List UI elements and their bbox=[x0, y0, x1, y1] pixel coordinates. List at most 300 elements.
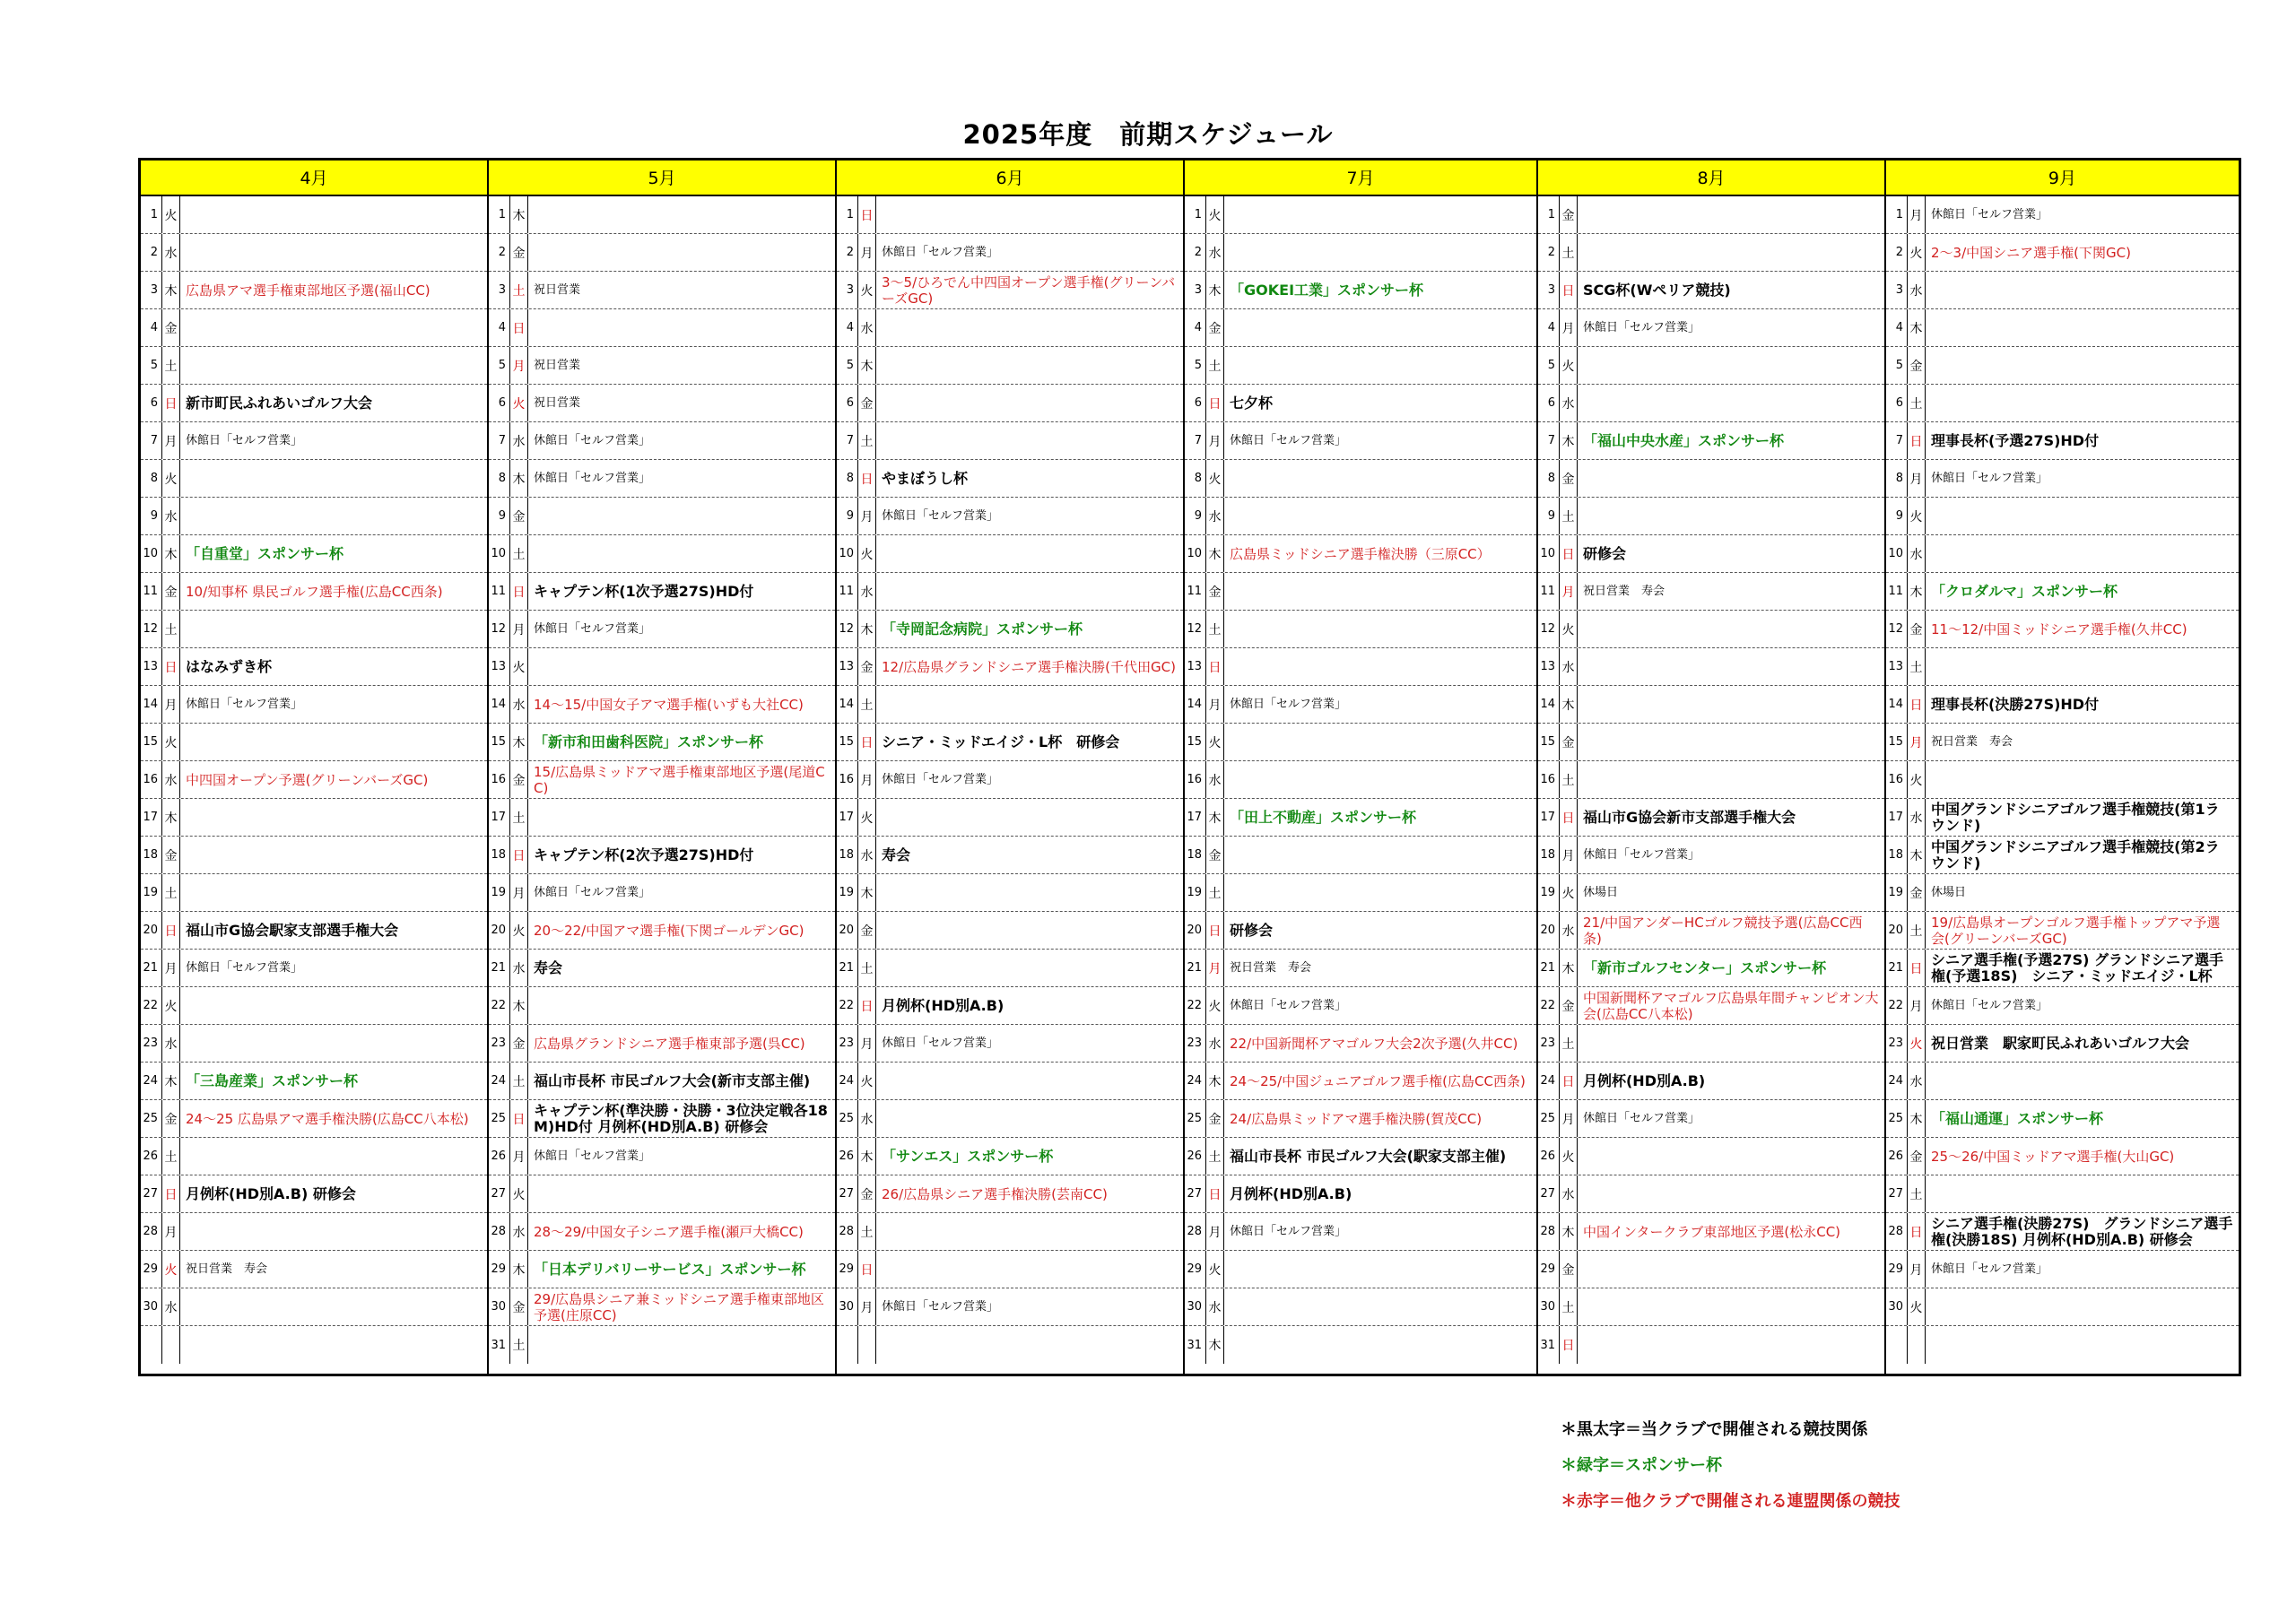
event-cell bbox=[1926, 1138, 2239, 1175]
event-text: シニア・ミッドエイジ・L杯 研修会 bbox=[882, 733, 1120, 750]
event-cell bbox=[528, 196, 835, 233]
day-number: 18 bbox=[1538, 837, 1560, 873]
weekday: 金 bbox=[858, 1175, 876, 1212]
weekday: 水 bbox=[858, 309, 876, 346]
day-row bbox=[1185, 912, 1536, 950]
day-row bbox=[489, 422, 835, 460]
day-number: 15 bbox=[141, 724, 162, 760]
event-cell bbox=[1578, 686, 1884, 723]
weekday: 木 bbox=[1908, 1100, 1926, 1137]
day-number: 5 bbox=[141, 347, 162, 384]
day-number: 1 bbox=[141, 196, 162, 233]
day-number: 1 bbox=[1538, 196, 1560, 233]
event-cell bbox=[528, 460, 835, 497]
event-cell bbox=[1578, 1251, 1884, 1288]
event-cell bbox=[180, 1100, 487, 1137]
weekday: 火 bbox=[1560, 611, 1578, 647]
event-cell bbox=[1578, 573, 1884, 610]
event-cell bbox=[1578, 987, 1884, 1024]
day-row bbox=[1886, 385, 2239, 422]
event-text: 広島県ミッドシニア選手権決勝（三原CC） bbox=[1230, 545, 1491, 562]
weekday: 日 bbox=[1206, 912, 1224, 949]
weekday: 日 bbox=[858, 724, 876, 760]
day-number: 21 bbox=[1538, 950, 1560, 986]
legend bbox=[1561, 1412, 1900, 1520]
event-cell bbox=[180, 385, 487, 421]
day-number: 5 bbox=[1538, 347, 1560, 384]
event-cell bbox=[1578, 498, 1884, 534]
weekday: 水 bbox=[1560, 912, 1578, 949]
day-number: 11 bbox=[141, 573, 162, 610]
day-row bbox=[1185, 309, 1536, 347]
day-row bbox=[1886, 987, 2239, 1025]
event-cell bbox=[876, 799, 1183, 836]
event-cell bbox=[528, 1326, 835, 1364]
weekday: 火 bbox=[510, 1175, 528, 1212]
day-number: 14 bbox=[837, 686, 858, 723]
day-number: 10 bbox=[1886, 535, 1908, 572]
event-cell bbox=[528, 1138, 835, 1175]
day-row bbox=[1538, 1251, 1884, 1288]
day-number: 30 bbox=[1538, 1288, 1560, 1325]
event-text: 休館日「セルフ営業」 bbox=[1582, 847, 1700, 862]
event-cell bbox=[1578, 648, 1884, 685]
weekday: 金 bbox=[510, 234, 528, 271]
event-cell bbox=[528, 1251, 835, 1288]
day-number: 17 bbox=[1185, 799, 1206, 836]
event-cell bbox=[1926, 987, 2239, 1024]
weekday: 月 bbox=[1908, 196, 1926, 233]
weekday: 土 bbox=[1206, 347, 1224, 384]
day-number: 27 bbox=[489, 1175, 510, 1212]
weekday: 金 bbox=[1560, 724, 1578, 760]
day-number: 30 bbox=[1886, 1288, 1908, 1325]
day-row bbox=[837, 648, 1183, 686]
day-row bbox=[489, 272, 835, 309]
weekday: 月 bbox=[1908, 987, 1926, 1024]
day-number: 28 bbox=[489, 1213, 510, 1250]
weekday: 火 bbox=[162, 196, 180, 233]
day-number: 11 bbox=[1538, 573, 1560, 610]
event-text: 「三島産業」スポンサー杯 bbox=[186, 1071, 359, 1089]
day-row bbox=[837, 347, 1183, 385]
day-number: 30 bbox=[141, 1288, 162, 1325]
event-text: 休館日「セルフ営業」 bbox=[186, 960, 303, 975]
event-text: 休館日「セルフ営業」 bbox=[1230, 998, 1347, 1012]
event-cell bbox=[528, 611, 835, 647]
day-number: 28 bbox=[1185, 1213, 1206, 1250]
day-number: 8 bbox=[489, 460, 510, 497]
weekday: 木 bbox=[162, 272, 180, 308]
weekday: 月 bbox=[1206, 950, 1224, 986]
day-number: 23 bbox=[489, 1025, 510, 1062]
day-number: 31 bbox=[1185, 1326, 1206, 1364]
event-cell bbox=[1578, 1288, 1884, 1325]
day-number: 9 bbox=[837, 498, 858, 534]
weekday: 木 bbox=[858, 611, 876, 647]
month-header: 7月 bbox=[1185, 160, 1536, 196]
event-text: 休館日「セルフ営業」 bbox=[1582, 1111, 1700, 1125]
event-cell bbox=[1578, 460, 1884, 497]
event-cell bbox=[1224, 1138, 1536, 1175]
day-row bbox=[1538, 611, 1884, 648]
month-column bbox=[1538, 160, 1886, 1374]
day-row bbox=[1886, 1326, 2239, 1364]
day-row bbox=[489, 1025, 835, 1063]
weekday: 月 bbox=[1560, 837, 1578, 873]
event-cell bbox=[1926, 347, 2239, 384]
weekday: 金 bbox=[1206, 1100, 1224, 1137]
day-number: 2 bbox=[837, 234, 858, 271]
weekday: 月 bbox=[858, 234, 876, 271]
event-cell bbox=[1224, 724, 1536, 760]
day-number: 26 bbox=[141, 1138, 162, 1175]
day-number: 23 bbox=[1886, 1025, 1908, 1062]
weekday: 金 bbox=[162, 1100, 180, 1137]
event-cell bbox=[1926, 422, 2239, 459]
day-number: 6 bbox=[1185, 385, 1206, 421]
day-number: 29 bbox=[837, 1251, 858, 1288]
day-number: 5 bbox=[489, 347, 510, 384]
weekday: 金 bbox=[510, 761, 528, 798]
day-number: 29 bbox=[1886, 1251, 1908, 1288]
day-row bbox=[1185, 987, 1536, 1025]
month-header: 8月 bbox=[1538, 160, 1884, 196]
weekday: 水 bbox=[1206, 498, 1224, 534]
day-row bbox=[1886, 611, 2239, 648]
event-text: 19/広島県オープンゴルフ選手権トップアマ予選会(グリーンバーズGC) bbox=[1930, 914, 2221, 947]
weekday: 金 bbox=[1206, 837, 1224, 873]
event-cell bbox=[180, 611, 487, 647]
event-cell bbox=[1578, 535, 1884, 572]
day-row bbox=[141, 799, 487, 837]
event-cell bbox=[876, 535, 1183, 572]
weekday: 金 bbox=[162, 309, 180, 346]
weekday: 日 bbox=[858, 196, 876, 233]
day-number: 30 bbox=[837, 1288, 858, 1325]
day-row bbox=[837, 987, 1183, 1025]
day-row bbox=[1185, 1175, 1536, 1213]
legend-green: ＊緑字＝スポンサー杯 bbox=[1561, 1456, 1722, 1475]
day-row bbox=[489, 309, 835, 347]
event-cell bbox=[1224, 1100, 1536, 1137]
event-cell bbox=[528, 874, 835, 911]
weekday: 水 bbox=[162, 234, 180, 271]
event-cell bbox=[1926, 1100, 2239, 1137]
event-cell bbox=[1224, 987, 1536, 1024]
day-number bbox=[141, 1326, 162, 1364]
day-number: 19 bbox=[1886, 874, 1908, 911]
day-row bbox=[1886, 799, 2239, 837]
day-number: 1 bbox=[1185, 196, 1206, 233]
weekday: 木 bbox=[510, 460, 528, 497]
event-cell bbox=[1578, 1326, 1884, 1364]
day-number: 20 bbox=[1185, 912, 1206, 949]
day-row bbox=[837, 1138, 1183, 1175]
weekday: 土 bbox=[510, 1063, 528, 1099]
event-cell bbox=[1926, 761, 2239, 798]
event-cell bbox=[876, 1213, 1183, 1250]
event-cell bbox=[1224, 837, 1536, 873]
day-row bbox=[1185, 1288, 1536, 1326]
day-row bbox=[141, 460, 487, 498]
event-text: 休館日「セルフ営業」 bbox=[534, 471, 651, 485]
weekday: 土 bbox=[1206, 1138, 1224, 1175]
event-text: 21/中国アンダーHCゴルフ競技予選(広島CC西条) bbox=[1582, 914, 1863, 947]
day-number: 26 bbox=[837, 1138, 858, 1175]
day-row bbox=[1538, 1175, 1884, 1213]
event-text: 「福山中央水産」スポンサー杯 bbox=[1582, 431, 1784, 449]
day-number: 22 bbox=[489, 987, 510, 1024]
weekday: 土 bbox=[1560, 1025, 1578, 1062]
event-cell bbox=[1578, 1138, 1884, 1175]
day-row bbox=[489, 686, 835, 724]
day-number: 27 bbox=[141, 1175, 162, 1212]
event-cell bbox=[528, 724, 835, 760]
weekday: 土 bbox=[162, 1138, 180, 1175]
event-text: 24/広島県ミッドアマ選手権決勝(賀茂CC) bbox=[1230, 1110, 1483, 1127]
event-cell bbox=[180, 1063, 487, 1099]
weekday: 火 bbox=[1560, 874, 1578, 911]
event-cell bbox=[180, 573, 487, 610]
event-cell bbox=[876, 648, 1183, 685]
event-text: 14～15/中国女子アマ選手権(いずも大社CC) bbox=[534, 696, 804, 713]
event-cell bbox=[1578, 385, 1884, 421]
weekday: 木 bbox=[858, 347, 876, 384]
day-number: 26 bbox=[489, 1138, 510, 1175]
day-row bbox=[1185, 535, 1536, 573]
month-column bbox=[837, 160, 1185, 1374]
day-row bbox=[837, 385, 1183, 422]
event-cell bbox=[1578, 761, 1884, 798]
weekday: 木 bbox=[1560, 1213, 1578, 1250]
day-row bbox=[141, 1213, 487, 1251]
event-text: 研修会 bbox=[1230, 921, 1274, 939]
event-cell bbox=[1224, 799, 1536, 836]
event-cell bbox=[876, 724, 1183, 760]
event-text: 「クロダルマ」スポンサー杯 bbox=[1930, 582, 2118, 600]
event-cell bbox=[1926, 385, 2239, 421]
day-row bbox=[1538, 950, 1884, 987]
event-cell bbox=[180, 799, 487, 836]
day-row bbox=[1538, 347, 1884, 385]
event-cell bbox=[180, 1251, 487, 1288]
weekday: 水 bbox=[1560, 1175, 1578, 1212]
day-number: 22 bbox=[1538, 987, 1560, 1024]
day-row bbox=[1185, 1213, 1536, 1251]
day-number: 9 bbox=[1185, 498, 1206, 534]
weekday: 木 bbox=[858, 874, 876, 911]
event-text: 11～12/中国ミッドシニア選手権(久井CC) bbox=[1930, 620, 2187, 638]
event-cell bbox=[876, 573, 1183, 610]
day-row bbox=[837, 1100, 1183, 1138]
weekday: 木 bbox=[162, 1063, 180, 1099]
weekday: 火 bbox=[1206, 987, 1224, 1024]
weekday: 水 bbox=[858, 1100, 876, 1137]
weekday: 土 bbox=[1560, 761, 1578, 798]
weekday: 火 bbox=[162, 460, 180, 497]
weekday: 月 bbox=[1206, 686, 1224, 723]
day-number: 15 bbox=[837, 724, 858, 760]
weekday: 土 bbox=[162, 874, 180, 911]
event-text: 祝日営業 bbox=[534, 395, 581, 410]
weekday: 火 bbox=[1560, 347, 1578, 384]
event-cell bbox=[1926, 837, 2239, 873]
weekday: 火 bbox=[510, 648, 528, 685]
day-row bbox=[837, 1288, 1183, 1326]
day-row bbox=[1538, 1025, 1884, 1063]
event-text: 広島県アマ選手権東部地区予選(福山CC) bbox=[186, 282, 430, 299]
weekday: 金 bbox=[858, 912, 876, 949]
event-text: 祝日営業 bbox=[534, 358, 581, 372]
event-text: 休館日「セルフ営業」 bbox=[186, 697, 303, 711]
day-row bbox=[141, 573, 487, 611]
day-number: 13 bbox=[141, 648, 162, 685]
day-row bbox=[837, 196, 1183, 234]
weekday: 日 bbox=[162, 648, 180, 685]
event-cell bbox=[528, 1175, 835, 1212]
day-row bbox=[837, 611, 1183, 648]
event-cell bbox=[1224, 1288, 1536, 1325]
day-row bbox=[1886, 761, 2239, 799]
day-number: 27 bbox=[1886, 1175, 1908, 1212]
day-number: 17 bbox=[1886, 799, 1908, 836]
event-cell bbox=[1926, 234, 2239, 271]
day-row bbox=[837, 950, 1183, 987]
day-row bbox=[1538, 385, 1884, 422]
event-cell bbox=[1926, 1175, 2239, 1212]
day-number: 29 bbox=[141, 1251, 162, 1288]
day-row bbox=[489, 1251, 835, 1288]
day-row bbox=[141, 1288, 487, 1326]
day-number: 27 bbox=[837, 1175, 858, 1212]
weekday: 日 bbox=[1908, 950, 1926, 986]
weekday: 土 bbox=[1206, 874, 1224, 911]
day-number: 23 bbox=[1185, 1025, 1206, 1062]
weekday: 土 bbox=[510, 272, 528, 308]
day-row bbox=[1538, 1213, 1884, 1251]
weekday: 日 bbox=[1908, 422, 1926, 459]
weekday: 木 bbox=[510, 196, 528, 233]
event-cell bbox=[180, 648, 487, 685]
event-cell bbox=[1224, 498, 1536, 534]
day-row bbox=[1886, 309, 2239, 347]
day-row bbox=[837, 1326, 1183, 1364]
day-row bbox=[1185, 347, 1536, 385]
day-row bbox=[1538, 498, 1884, 535]
day-row bbox=[1538, 912, 1884, 950]
event-text: 10/知事杯 県民ゴルフ選手権(広島CC西条) bbox=[186, 583, 443, 600]
day-row bbox=[1185, 234, 1536, 272]
event-cell bbox=[1578, 912, 1884, 949]
day-row bbox=[837, 422, 1183, 460]
day-row bbox=[1886, 1175, 2239, 1213]
day-number: 14 bbox=[1185, 686, 1206, 723]
day-number: 25 bbox=[489, 1100, 510, 1137]
day-row bbox=[1886, 460, 2239, 498]
event-cell bbox=[876, 234, 1183, 271]
day-row bbox=[1538, 309, 1884, 347]
event-text: 休館日「セルフ営業」 bbox=[1230, 1224, 1347, 1238]
day-row bbox=[1185, 686, 1536, 724]
day-number: 7 bbox=[837, 422, 858, 459]
weekday: 月 bbox=[162, 422, 180, 459]
event-text: 中国インタークラブ東部地区予選(松永CC) bbox=[1582, 1223, 1841, 1240]
event-cell bbox=[1926, 1063, 2239, 1099]
day-number: 23 bbox=[837, 1025, 858, 1062]
day-number: 21 bbox=[489, 950, 510, 986]
event-cell bbox=[876, 272, 1183, 308]
day-number: 16 bbox=[489, 761, 510, 798]
day-row bbox=[1185, 874, 1536, 912]
weekday: 火 bbox=[1908, 1025, 1926, 1062]
day-number: 6 bbox=[1538, 385, 1560, 421]
weekday: 月 bbox=[1206, 1213, 1224, 1250]
event-cell bbox=[876, 912, 1183, 949]
day-row bbox=[1185, 1025, 1536, 1063]
day-number: 17 bbox=[141, 799, 162, 836]
day-number: 20 bbox=[1886, 912, 1908, 949]
weekday: 水 bbox=[1908, 535, 1926, 572]
event-text: 祝日営業 寿会 bbox=[1582, 584, 1665, 598]
day-row bbox=[1886, 272, 2239, 309]
weekday bbox=[162, 1326, 180, 1364]
event-cell bbox=[1926, 309, 2239, 346]
event-cell bbox=[876, 1288, 1183, 1325]
event-text: 福山市長杯 市民ゴルフ大会(駅家支部主催) bbox=[1230, 1147, 1507, 1165]
event-cell bbox=[180, 1175, 487, 1212]
weekday: 火 bbox=[510, 385, 528, 421]
day-number: 13 bbox=[1886, 648, 1908, 685]
day-number: 2 bbox=[141, 234, 162, 271]
event-text: 休館日「セルフ営業」 bbox=[1230, 433, 1347, 447]
day-row bbox=[1886, 1288, 2239, 1326]
weekday: 水 bbox=[510, 686, 528, 723]
day-row bbox=[489, 347, 835, 385]
month-column bbox=[1185, 160, 1538, 1374]
day-row bbox=[1538, 686, 1884, 724]
weekday: 木 bbox=[1206, 799, 1224, 836]
weekday: 月 bbox=[1908, 460, 1926, 497]
event-text: 「新市ゴルフセンター」スポンサー杯 bbox=[1582, 958, 1827, 976]
day-number: 18 bbox=[1185, 837, 1206, 873]
day-number: 13 bbox=[837, 648, 858, 685]
day-row bbox=[489, 234, 835, 272]
weekday: 日 bbox=[1206, 648, 1224, 685]
day-number: 15 bbox=[1886, 724, 1908, 760]
weekday: 金 bbox=[1908, 347, 1926, 384]
weekday: 木 bbox=[162, 535, 180, 572]
day-row bbox=[489, 1326, 835, 1364]
weekday: 木 bbox=[1908, 309, 1926, 346]
day-number: 25 bbox=[1185, 1100, 1206, 1137]
event-text: 中国グランドシニアゴルフ選手権競技(第1ラウンド) bbox=[1930, 800, 2220, 834]
weekday: 金 bbox=[1560, 987, 1578, 1024]
day-number: 23 bbox=[1538, 1025, 1560, 1062]
event-cell bbox=[1578, 837, 1884, 873]
event-text: 休場日 bbox=[1582, 885, 1618, 899]
weekday: 水 bbox=[510, 950, 528, 986]
day-number: 2 bbox=[1185, 234, 1206, 271]
weekday: 火 bbox=[858, 1063, 876, 1099]
day-number: 20 bbox=[489, 912, 510, 949]
day-row bbox=[1538, 874, 1884, 912]
event-cell bbox=[1578, 1063, 1884, 1099]
day-number: 17 bbox=[489, 799, 510, 836]
event-text: 福山市G協会新市支部選手権大会 bbox=[1582, 808, 1796, 826]
event-text: 2～3/中国シニア選手権(下関GC) bbox=[1930, 244, 2131, 261]
weekday: 土 bbox=[1560, 1288, 1578, 1325]
